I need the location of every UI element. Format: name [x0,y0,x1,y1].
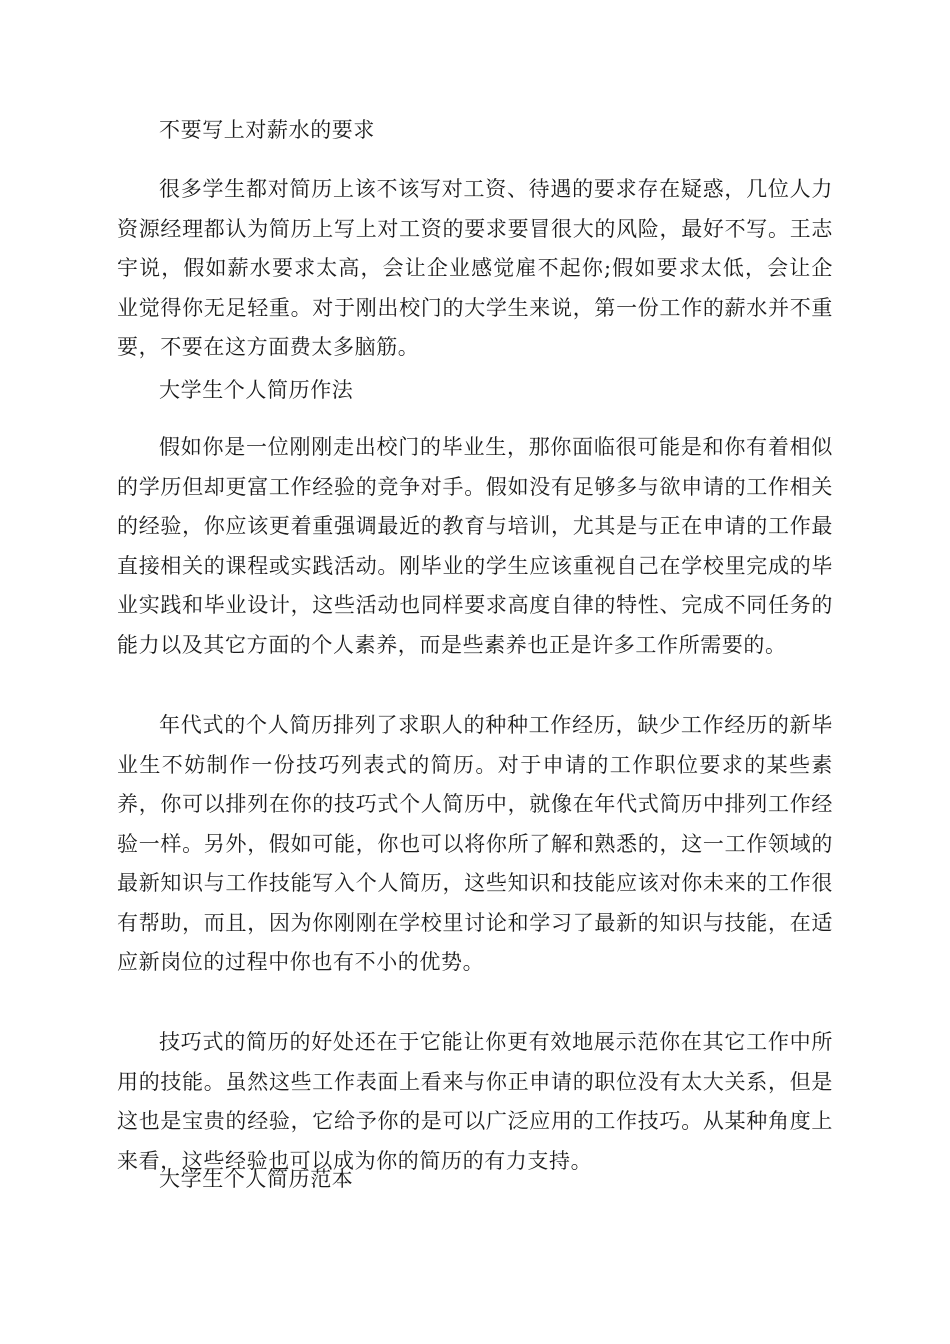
section-heading-salary: 不要写上对薪水的要求 [159,118,375,142]
paragraph-graduate-experience: 假如你是一位刚刚走出校门的毕业生，那你面临很可能是和你有着相似的学历但却更富工作经验的竞争对手。假如没有足够多与欲申请的工作相关的经验，你应该更着重强调最近的教育与培训，尤其是与正在申请的工作最直接相关的课程或实践活动。刚毕业的学生应该重视自己在学校里完成的毕业实践和毕业设计，这些活动也同样要求高度自律的特性、完成不同任务的能力以及其它方面的个人素养，而是些素养也正是许多工作所需要的。 [117,435,833,657]
paragraph-skills-resume: 年代式的个人简历排列了求职人的种种工作经历，缺少工作经历的新毕业生不妨制作一份技巧列表式的简历。对于申请的工作职位要求的某些素养，你可以排列在你的技巧式个人简历中，就像在年代式简历中排列工作经验一样。另外，假如可能，你也可以将你所了解和熟悉的，这一工作领域的最新知识与工作技能写入个人简历，这些知识和技能应该对你未来的工作很有帮助，而且，因为你刚刚在学校里讨论和学习了最新的知识与技能，在适应新岗位的过程中你也有不小的优势。 [117,713,833,974]
paragraph-skills-advantage: 技巧式的简历的好处还在于它能让你更有效地展示范你在其它工作中所用的技能。虽然这些工作表面上看来与你正申请的职位没有太大关系，但是这也是宝贵的经验，它给予你的是可以广泛应用的工作技巧。从某种角度上来看，这些经验也可以成为你的简历的有力支持。 [117,1030,833,1173]
paragraph-salary-advice: 很多学生都对简历上该不该写对工资、待遇的要求存在疑惑，几位人力资源经理都认为简历上写上对工资的要求要冒很大的风险，最好不写。王志宇说，假如薪水要求太高，会让企业感觉雇不起你;假如要求太低，会让企业觉得你无足轻重。对于刚出校门的大学生来说，第一份工作的薪水并不重要，不要在这方面费太多脑筋。 [117,177,833,359]
section-heading-resume-method: 大学生个人简历作法 [159,378,354,402]
section-heading-resume-sample: 大学生个人简历范本 [159,1167,354,1191]
